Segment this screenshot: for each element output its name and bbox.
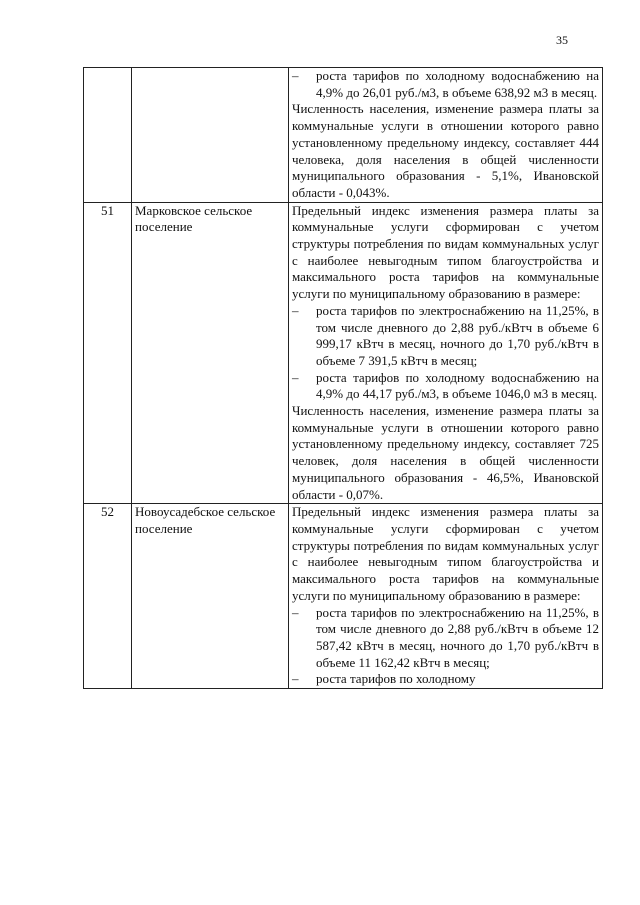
tariff-table (83, 67, 603, 689)
bullet-text: роста тарифов по холодному водоснабжению на 4,9% до 26,01 руб./м3, в объеме 638,92 м3 в месяц. (316, 68, 599, 100)
row-number (84, 68, 132, 203)
row-number: 52 (84, 504, 132, 689)
bullet-text: роста тарифов по холодному (316, 671, 476, 687)
municipality-name: Новоусадебское сельское поселение (132, 504, 289, 689)
bullet-item (292, 605, 599, 672)
municipality-name: Марковское сельское поселение (132, 202, 289, 504)
paragraph: Предельный индекс изменения размера платы за коммунальные услуги сформирован с учетом структуры потребления по видам коммунальных услуг с наиболее невыгодным типом благоустройства и максимального роста тарифов на коммунальные услуги по муниципальному образованию в размере: (292, 504, 599, 603)
paragraph: Численность населения, изменение размера платы за коммунальные услуги в отношении которого равно установленному предельному индексу, составляет 444 человека, доля населения в общей численности муниципального образования - 5,1%, Ивановской области - 0,043%. (292, 101, 599, 200)
bullet-marker: – (292, 369, 299, 385)
row-number: 51 (84, 202, 132, 504)
table-row (84, 68, 603, 203)
table-row (84, 504, 603, 689)
bullet-marker: – (292, 68, 299, 83)
municipality-name (132, 68, 289, 203)
bullet-text: роста тарифов по холодному водоснабжению на 4,9% до 44,17 руб./м3, в объеме 1046,0 м3 в месяц. (316, 369, 599, 402)
bullet-text: роста тарифов по электроснабжению на 11,25%, в том числе дневного до 2,88 руб./кВтч в объеме 12 587,42 кВтч в месяц, ночного до 1,70 руб./кВтч в объеме 11 162,42 кВтч в месяц; (316, 604, 599, 670)
description-cell (289, 202, 603, 504)
bullet-item (292, 303, 599, 370)
bullet-marker: – (292, 671, 299, 687)
description-cell (289, 504, 603, 689)
description-cell (289, 68, 603, 203)
bullet-item (292, 68, 599, 101)
table-row (84, 202, 603, 504)
bullet-marker: – (292, 604, 299, 620)
bullet-item (292, 370, 599, 403)
page-number: 35 (556, 33, 568, 47)
table-body (84, 68, 603, 689)
bullet-marker: – (292, 302, 299, 318)
bullet-text: роста тарифов по электроснабжению на 11,25%, в том числе дневного до 2,88 руб./кВтч в объеме 6 999,17 кВтч в месяц, ночного до 1,70 руб./кВтч в объеме 7 391,5 кВтч в месяц; (316, 302, 599, 368)
paragraph: Предельный индекс изменения размера платы за коммунальные услуги сформирован с учетом структуры потребления по видам коммунальных услуг с наиболее невыгодным типом благоустройства и максимального роста тарифов на коммунальные услуги по муниципальному образованию в размере: (292, 202, 599, 302)
paragraph: Численность населения, изменение размера платы за коммунальные услуги в отношении которого равно установленному предельному индексу, составляет 725 человек, доля населения в общей численности муниципального образования - 46,5%, Ивановской области - 0,07%. (292, 403, 599, 502)
bullet-item (292, 671, 599, 688)
